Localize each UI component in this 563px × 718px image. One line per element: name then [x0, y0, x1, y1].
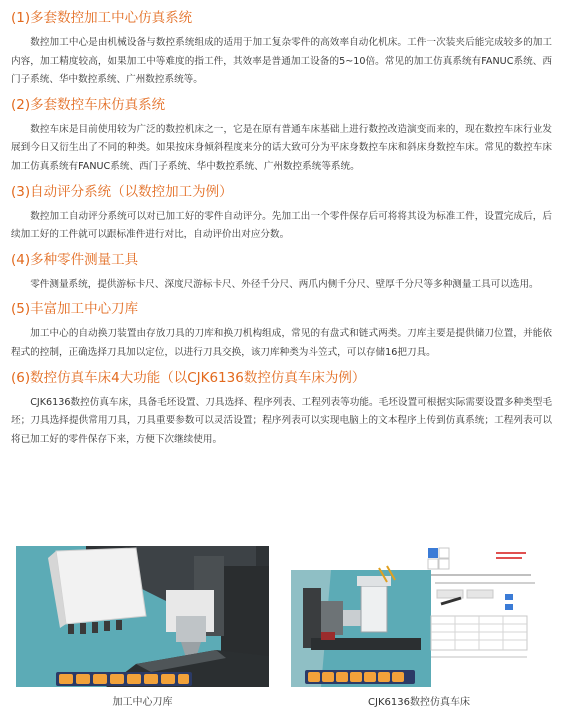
section-body: 加工中心的自动换刀装置由存放刀具的刀库和换刀机构组成，常见的有盘式和链式两类。刀库主要是提供储刀位置，并能依程式的控制，正确选择刀具加以定位，以进行刀具交换，该刀库种类为斗笠式，可以存储16把刀具。 — [11, 328, 552, 358]
section-title: (1)多套数控加工中心仿真系统 — [11, 10, 193, 26]
section-tool-magazine — [11, 299, 552, 362]
machining-center-screenshot — [16, 546, 269, 687]
document-body — [11, 8, 552, 454]
figure-caption: CJK6136数控仿真车床 — [368, 697, 470, 708]
section-body: 零件测量系统，提供游标卡尺、深度尺游标卡尺、外径千分尺、两爪内侧千分尺、壁厚千分尺等多种测量工具可以选用。 — [30, 278, 539, 290]
section-lathe-functions — [11, 368, 552, 450]
section-body: 数控加工自动评分系统可以对已加工好的零件自动评分。先加工出一个零件保存后可将将其设为标准工件，设置完成后，后续加工好的工件就可以跟标准件进行对比，自动评价出对应分数。 — [11, 210, 552, 241]
scene-toolbar — [305, 670, 415, 684]
section-title: (2)多套数控车床仿真系统 — [11, 96, 166, 113]
section-measuring-tools — [11, 250, 552, 295]
section-auto-scoring — [11, 182, 552, 245]
section-title: (4)多种零件测量工具 — [11, 251, 139, 268]
section-body: 数控加工中心是由机械设备与数控系统组成的适用于加工复杂零件的高效率自动化机床。工件一次装夹后能完成较多的加工内容，加工精度较高，如果加工中等难度的指工件，其效率是普通加工设备的5~10倍。常见的加工仿真系统有FANUC系统、西门子系统、华中数控系统、广州数控系统等。 — [11, 37, 552, 86]
section-machining-center — [11, 8, 552, 90]
section-body: CJK6136数控仿真车床，具备毛坯设置、刀具选择、程序列表、工程列表等功能。毛坯设置可根据实际需要设置多种类型毛坯；刀具选择提供常用刀具，刀具重要参数可以灵活设置；程序列表可以实现电脑上的文本程序上传到仿真系统；工程列表可以将已加工好的零件保存下来，方便下次继续使用。 — [11, 396, 552, 445]
section-cnc-lathe — [11, 95, 552, 177]
section-title: (6)数控仿真车床4大功能（以CJK6136数控仿真车床为例） — [11, 369, 366, 386]
lathe-illustration — [291, 546, 547, 687]
lathe-simulation-screenshot — [291, 546, 547, 687]
scene-toolbar — [56, 672, 192, 686]
figure-caption: 加工中心刀库 — [112, 697, 173, 708]
section-title: (3)自动评分系统（以数控加工为例） — [11, 183, 233, 200]
tool-magazine-illustration — [16, 546, 269, 687]
section-body: 数控车床是目前使用较为广泛的数控机床之一，它是在原有普通车床基础上进行数控改造演变而来的，现在数控车床行业发展到今日又衍生出了不同的种类。如果按床身倾斜程度来分的话大致可分为平床身数控车床和斜床身数控车床。常见的数控车床加工仿真系统有FANUC系统、西门子系统、华中数控系统、广州数控系统等系统。 — [11, 123, 552, 172]
section-title: (5)丰富加工中心刀库 — [11, 301, 139, 318]
